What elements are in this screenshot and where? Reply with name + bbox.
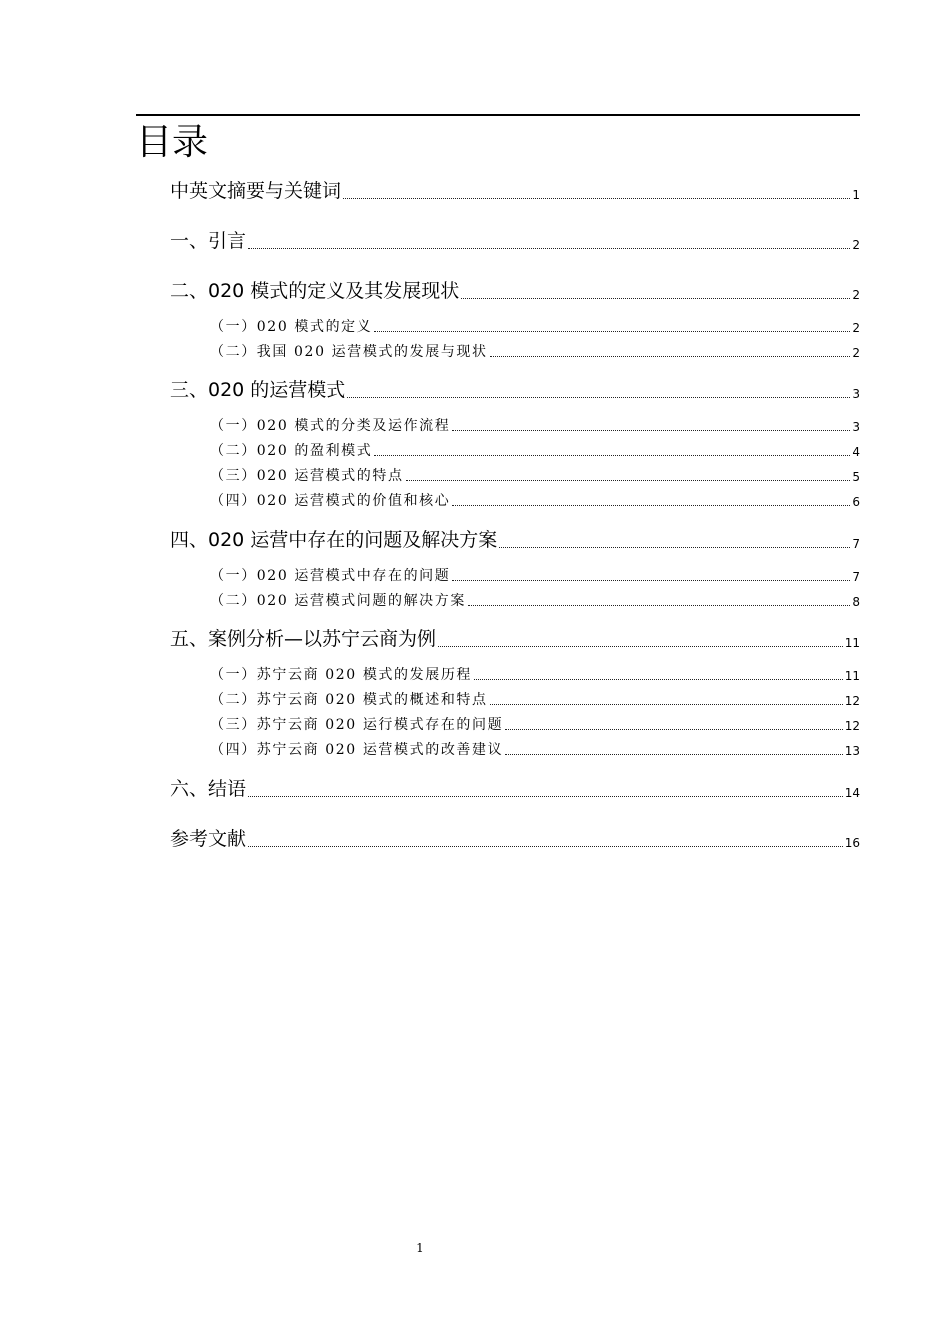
toc-entry-section-5-2[interactable] (210, 690, 860, 710)
dot-leader (461, 298, 850, 299)
dot-leader (490, 704, 843, 705)
toc-entry-text: （四）020 运营模式的价值和核心 (210, 493, 451, 509)
toc-entry-text: 一、引言 (170, 230, 247, 252)
toc-entry-text: （二）我国 020 运营模式的发展与现状 (210, 344, 488, 360)
toc-entry-section-1[interactable] (170, 228, 860, 254)
dot-leader (474, 679, 843, 680)
toc-entry-section-4-2[interactable] (210, 591, 860, 611)
toc-page-number: 1 (852, 188, 860, 202)
toc-entry-section-3[interactable] (170, 377, 860, 403)
toc-entry-text: 五、案例分析—以苏宁云商为例 (170, 628, 437, 650)
toc-entry-text: （二）020 的盈利模式 (210, 443, 373, 459)
dot-leader (468, 605, 850, 606)
dot-leader (499, 547, 850, 548)
toc-page-number: 2 (852, 346, 860, 360)
toc-entry-text: （三）苏宁云商 020 运行模式存在的问题 (210, 717, 504, 733)
page-title: 目录 (136, 122, 209, 163)
toc-entry-text: 六、结语 (170, 778, 247, 800)
toc-entry-text: 参考文献 (170, 828, 247, 850)
toc-page-number: 6 (852, 495, 860, 509)
toc-entry-section-5[interactable] (170, 626, 860, 652)
toc-page-number: 8 (852, 595, 860, 609)
toc-entry-section-5-4[interactable] (210, 740, 860, 760)
toc-entry-section-4[interactable] (170, 527, 860, 553)
toc-entry-text: （三）020 运营模式的特点 (210, 468, 404, 484)
toc-page-number: 7 (852, 537, 860, 551)
toc-entry-section-2[interactable] (170, 278, 860, 304)
dot-leader (490, 356, 851, 357)
toc-page-number: 13 (844, 744, 860, 758)
toc-entry-text: 三、020 的运营模式 (170, 379, 346, 401)
toc-entry-section-6[interactable] (170, 776, 860, 802)
toc-entry-text: （四）苏宁云商 020 运营模式的改善建议 (210, 742, 504, 758)
toc-page-number: 4 (852, 445, 860, 459)
toc-entry-text: （一）020 运营模式中存在的问题 (210, 568, 451, 584)
toc-page-number: 3 (852, 420, 860, 434)
dot-leader (452, 580, 850, 581)
toc-entry-text: （一）020 模式的分类及运作流程 (210, 418, 451, 434)
toc-entry-text: 四、020 运营中存在的问题及解决方案 (170, 529, 498, 551)
dot-leader (406, 480, 851, 481)
toc-entry-references[interactable] (170, 826, 860, 852)
toc-entry-text: （二）苏宁云商 020 模式的概述和特点 (210, 692, 488, 708)
toc-page-number: 11 (844, 669, 860, 683)
toc-page-number: 2 (852, 238, 860, 252)
toc-entry-section-5-1[interactable] (210, 665, 860, 685)
toc-entry-section-3-2[interactable] (210, 441, 860, 461)
toc-entry-section-5-3[interactable] (210, 715, 860, 735)
toc-page-number: 14 (844, 786, 860, 800)
toc-entry-text: （一）苏宁云商 020 模式的发展历程 (210, 667, 473, 683)
dot-leader (343, 198, 850, 199)
toc-entry-text: 中英文摘要与关键词 (170, 180, 342, 202)
toc-page-number: 16 (844, 836, 860, 850)
dot-leader (452, 505, 850, 506)
toc-entry-section-3-3[interactable] (210, 466, 860, 486)
toc-entry-section-2-1[interactable] (210, 317, 860, 337)
dot-leader (347, 397, 850, 398)
dot-leader (248, 846, 843, 847)
toc-page-number: 12 (844, 719, 860, 733)
dot-leader (374, 455, 850, 456)
toc-entry-text: 二、020 模式的定义及其发展现状 (170, 280, 460, 302)
dot-leader (248, 796, 843, 797)
dot-leader (452, 430, 850, 431)
dot-leader (374, 331, 850, 332)
toc-entry-text: （二）020 运营模式问题的解决方案 (210, 593, 466, 609)
toc-entry-abstract[interactable] (170, 178, 860, 204)
toc-entry-section-3-4[interactable] (210, 491, 860, 511)
toc-entry-section-3-1[interactable] (210, 416, 860, 436)
toc-page-number: 5 (852, 470, 860, 484)
toc-page-number: 12 (844, 694, 860, 708)
toc-page-number: 3 (852, 387, 860, 401)
toc-entry-section-4-1[interactable] (210, 566, 860, 586)
toc-page-number: 11 (844, 636, 860, 650)
dot-leader (248, 248, 850, 249)
toc-entry-text: （一）020 模式的定义 (210, 319, 373, 335)
toc-page-number: 2 (852, 288, 860, 302)
dot-leader (505, 729, 842, 730)
toc-page-number: 2 (852, 321, 860, 335)
footer-page-number: 1 (416, 1241, 424, 1255)
toc-entry-section-2-2[interactable] (210, 342, 860, 362)
dot-leader (438, 646, 843, 647)
dot-leader (505, 754, 842, 755)
toc-page-number: 7 (852, 570, 860, 584)
